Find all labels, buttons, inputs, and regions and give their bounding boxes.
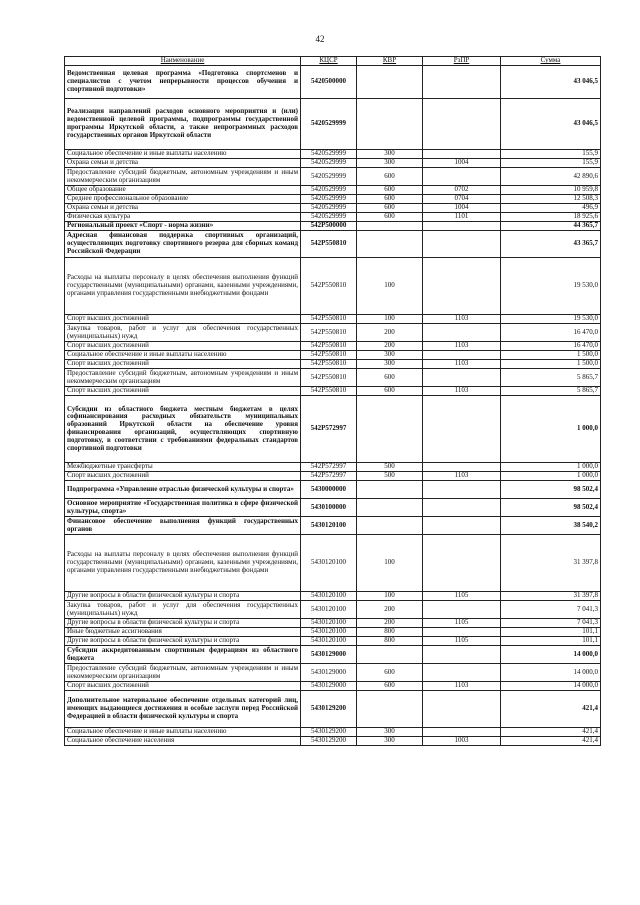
cell-name: Межбюджетные трансферты bbox=[65, 463, 301, 472]
cell-kvr: 600 bbox=[357, 213, 423, 222]
cell-sum: 155,9 bbox=[501, 150, 601, 159]
cell-kcsr: 5430120100 bbox=[301, 535, 357, 592]
table-row bbox=[65, 472, 601, 481]
cell-kcsr: 5430129000 bbox=[301, 664, 357, 682]
cell-rzpr: 1103 bbox=[423, 387, 501, 396]
cell-kvr: 200 bbox=[357, 342, 423, 351]
cell-name: Региональный проект «Спорт - норма жизни» bbox=[65, 222, 301, 231]
budget-table bbox=[64, 56, 601, 746]
cell-sum: 1 500,0 bbox=[501, 351, 601, 360]
cell-kcsr: 5430129200 bbox=[301, 728, 357, 737]
cell-rzpr bbox=[423, 66, 501, 99]
cell-name: Финансовое обеспечение выполнения функций государственных органов bbox=[65, 517, 301, 535]
cell-kvr: 600 bbox=[357, 168, 423, 186]
cell-kvr: 600 bbox=[357, 186, 423, 195]
table-row bbox=[65, 628, 601, 637]
cell-sum: 1 000,0 bbox=[501, 472, 601, 481]
cell-kcsr: 5420529999 bbox=[301, 186, 357, 195]
cell-name: Спорт высших достижений bbox=[65, 682, 301, 691]
header-rzpr: РзПР bbox=[423, 57, 501, 66]
table-row bbox=[65, 369, 601, 387]
cell-sum: 19 530,0 bbox=[501, 315, 601, 324]
cell-kvr: 600 bbox=[357, 204, 423, 213]
cell-kcsr: 542P572997 bbox=[301, 463, 357, 472]
cell-rzpr: 1003 bbox=[423, 737, 501, 746]
cell-sum: 31 397,8 bbox=[501, 592, 601, 601]
cell-kcsr: 5430120100 bbox=[301, 601, 357, 619]
cell-rzpr: 0704 bbox=[423, 195, 501, 204]
cell-name: Другие вопросы в области физической культуры и спорта bbox=[65, 637, 301, 646]
cell-kcsr: 5420529999 bbox=[301, 213, 357, 222]
cell-kvr: 200 bbox=[357, 324, 423, 342]
cell-rzpr bbox=[423, 396, 501, 463]
cell-kvr: 200 bbox=[357, 601, 423, 619]
cell-kvr bbox=[357, 222, 423, 231]
table-row bbox=[65, 387, 601, 396]
table-row bbox=[65, 258, 601, 315]
cell-kcsr: 5430129200 bbox=[301, 691, 357, 728]
cell-sum: 14 000,0 bbox=[501, 664, 601, 682]
header-sum: Сумма bbox=[501, 57, 601, 66]
cell-kvr bbox=[357, 481, 423, 499]
cell-rzpr bbox=[423, 646, 501, 664]
cell-sum: 496,9 bbox=[501, 204, 601, 213]
cell-rzpr bbox=[423, 150, 501, 159]
cell-sum: 101,1 bbox=[501, 637, 601, 646]
cell-rzpr bbox=[423, 728, 501, 737]
cell-rzpr bbox=[423, 535, 501, 592]
cell-sum: 421,4 bbox=[501, 737, 601, 746]
cell-rzpr: 1103 bbox=[423, 342, 501, 351]
table-row bbox=[65, 637, 601, 646]
cell-sum: 1 500,0 bbox=[501, 360, 601, 369]
cell-rzpr bbox=[423, 369, 501, 387]
cell-kvr: 600 bbox=[357, 664, 423, 682]
cell-kvr bbox=[357, 646, 423, 664]
cell-kvr: 800 bbox=[357, 628, 423, 637]
table-row bbox=[65, 535, 601, 592]
cell-sum: 44 365,7 bbox=[501, 222, 601, 231]
header-name: Наименование bbox=[65, 57, 301, 66]
table-row bbox=[65, 186, 601, 195]
cell-sum: 421,4 bbox=[501, 728, 601, 737]
cell-kcsr: 5420529999 bbox=[301, 99, 357, 150]
cell-rzpr bbox=[423, 168, 501, 186]
cell-name: Спорт высших достижений bbox=[65, 342, 301, 351]
table-row bbox=[65, 195, 601, 204]
cell-name: Закупка товаров, работ и услуг для обеспечения государственных (муниципальных) нужд bbox=[65, 324, 301, 342]
cell-name: Подпрограмма «Управление отраслью физической культуры и спорта» bbox=[65, 481, 301, 499]
cell-kvr: 100 bbox=[357, 592, 423, 601]
table-row bbox=[65, 601, 601, 619]
cell-kcsr: 5420529999 bbox=[301, 168, 357, 186]
cell-kvr: 300 bbox=[357, 360, 423, 369]
cell-name: Охрана семьи и детства bbox=[65, 159, 301, 168]
table-row bbox=[65, 351, 601, 360]
cell-name: Основное мероприятие «Государственная политика в сфере физической культуры, спорта» bbox=[65, 499, 301, 517]
cell-rzpr bbox=[423, 324, 501, 342]
cell-kcsr: 542P550810 bbox=[301, 324, 357, 342]
cell-kvr: 300 bbox=[357, 737, 423, 746]
table-row bbox=[65, 315, 601, 324]
cell-kcsr: 5420529999 bbox=[301, 204, 357, 213]
cell-name: Спорт высших достижений bbox=[65, 387, 301, 396]
table-row bbox=[65, 222, 601, 231]
cell-sum: 38 540,2 bbox=[501, 517, 601, 535]
cell-kcsr: 5430120100 bbox=[301, 517, 357, 535]
cell-kcsr: 542P550810 bbox=[301, 342, 357, 351]
cell-kcsr: 5420529999 bbox=[301, 195, 357, 204]
cell-kcsr: 5430120100 bbox=[301, 637, 357, 646]
cell-kcsr: 542P500000 bbox=[301, 222, 357, 231]
cell-name: Субсидии из областного бюджета местным бюджетам в целях софинансирования расходных обязательств муниципальных образований Иркутской области на обеспечение уровня финансирования организаций, осуществляющих спортивную подготовку, в соответствии с требованиями федеральных стандартов спортивной подготовки bbox=[65, 396, 301, 463]
cell-rzpr: 1103 bbox=[423, 472, 501, 481]
cell-kvr: 600 bbox=[357, 682, 423, 691]
cell-kvr: 600 bbox=[357, 195, 423, 204]
cell-name: Другие вопросы в области физической культуры и спорта bbox=[65, 619, 301, 628]
table-row bbox=[65, 728, 601, 737]
cell-name: Общее образование bbox=[65, 186, 301, 195]
cell-name: Реализация направлений расходов основного мероприятия и (или) ведомственной целевой программы, подпрограммы государственной программы Иркутской области, а также непрограммных расходов государственных органов Иркутской области bbox=[65, 99, 301, 150]
cell-name: Социальное обеспечение и иные выплаты населению bbox=[65, 351, 301, 360]
cell-rzpr bbox=[423, 601, 501, 619]
cell-rzpr bbox=[423, 222, 501, 231]
cell-rzpr bbox=[423, 628, 501, 637]
table-row bbox=[65, 664, 601, 682]
cell-name: Предоставление субсидий бюджетным, автономным учреждениям и иным некоммерческим организациям bbox=[65, 664, 301, 682]
table-row bbox=[65, 646, 601, 664]
cell-rzpr: 1103 bbox=[423, 315, 501, 324]
cell-kvr bbox=[357, 499, 423, 517]
cell-name: Иные бюджетные ассигнования bbox=[65, 628, 301, 637]
cell-name: Дополнительное материальное обеспечение отдельных категорий лиц, имеющих выдающиеся достижения и особые заслуги перед Российской Федерацией в области физической культуры и спорта bbox=[65, 691, 301, 728]
cell-rzpr bbox=[423, 99, 501, 150]
cell-rzpr: 1103 bbox=[423, 360, 501, 369]
cell-kvr bbox=[357, 99, 423, 150]
cell-kcsr: 5420500000 bbox=[301, 66, 357, 99]
table-row bbox=[65, 204, 601, 213]
cell-rzpr bbox=[423, 499, 501, 517]
cell-kcsr: 542P550810 bbox=[301, 231, 357, 258]
cell-kcsr: 542P550810 bbox=[301, 369, 357, 387]
table-row bbox=[65, 342, 601, 351]
cell-sum: 5 865,7 bbox=[501, 387, 601, 396]
cell-name: Спорт высших достижений bbox=[65, 315, 301, 324]
table-row bbox=[65, 159, 601, 168]
cell-rzpr bbox=[423, 517, 501, 535]
cell-name: Другие вопросы в области физической культуры и спорта bbox=[65, 592, 301, 601]
cell-sum: 155,9 bbox=[501, 159, 601, 168]
cell-sum: 42 890,6 bbox=[501, 168, 601, 186]
cell-sum: 19 530,0 bbox=[501, 258, 601, 315]
cell-sum: 1 000,0 bbox=[501, 463, 601, 472]
cell-name: Расходы на выплаты персоналу в целях обеспечения выполнения функций государственными (муниципальными) органами, казенными учреждениями, органами управления государственными внебюджетными фондами bbox=[65, 535, 301, 592]
cell-kcsr: 542P550810 bbox=[301, 351, 357, 360]
cell-rzpr bbox=[423, 691, 501, 728]
cell-kvr bbox=[357, 66, 423, 99]
cell-sum: 31 397,8 bbox=[501, 535, 601, 592]
cell-kvr: 100 bbox=[357, 258, 423, 315]
table-row bbox=[65, 99, 601, 150]
cell-sum: 43 046,5 bbox=[501, 66, 601, 99]
cell-rzpr bbox=[423, 231, 501, 258]
cell-name: Расходы на выплаты персоналу в целях обеспечения выполнения функций государственными (муниципальными) органами, казенными учреждениями, органами управления государственными внебюджетными фондами bbox=[65, 258, 301, 315]
header-kvr: КВР bbox=[357, 57, 423, 66]
cell-rzpr: 1103 bbox=[423, 682, 501, 691]
table-row bbox=[65, 691, 601, 728]
cell-name: Спорт высших достижений bbox=[65, 472, 301, 481]
cell-name: Среднее профессиональное образование bbox=[65, 195, 301, 204]
cell-name: Социальное обеспечение и иные выплаты населению bbox=[65, 150, 301, 159]
cell-kcsr: 542P550810 bbox=[301, 360, 357, 369]
cell-rzpr: 1105 bbox=[423, 637, 501, 646]
cell-name: Субсидии аккредитованным спортивным федерациям из областного бюджета bbox=[65, 646, 301, 664]
cell-sum: 43 365,7 bbox=[501, 231, 601, 258]
cell-sum: 43 046,5 bbox=[501, 99, 601, 150]
cell-name: Предоставление субсидий бюджетным, автономным учреждениям и иным некоммерческим организациям bbox=[65, 168, 301, 186]
cell-rzpr: 1101 bbox=[423, 213, 501, 222]
cell-sum: 1 000,0 bbox=[501, 396, 601, 463]
cell-kvr: 100 bbox=[357, 535, 423, 592]
cell-sum: 101,1 bbox=[501, 628, 601, 637]
cell-name: Закупка товаров, работ и услуг для обеспечения государственных (муниципальных) нужд bbox=[65, 601, 301, 619]
cell-kvr: 300 bbox=[357, 159, 423, 168]
cell-kcsr: 542P550810 bbox=[301, 315, 357, 324]
table-row bbox=[65, 619, 601, 628]
cell-rzpr: 0702 bbox=[423, 186, 501, 195]
cell-kvr: 200 bbox=[357, 619, 423, 628]
cell-name: Предоставление субсидий бюджетным, автономным учреждениям и иным некоммерческим организациям bbox=[65, 369, 301, 387]
table-row bbox=[65, 231, 601, 258]
table-row bbox=[65, 481, 601, 499]
cell-name: Социальное обеспечение и иные выплаты населению bbox=[65, 728, 301, 737]
cell-kcsr: 5430120100 bbox=[301, 619, 357, 628]
cell-kcsr: 5430120100 bbox=[301, 592, 357, 601]
cell-kvr: 100 bbox=[357, 315, 423, 324]
cell-sum: 98 502,4 bbox=[501, 481, 601, 499]
table-row bbox=[65, 66, 601, 99]
cell-kvr: 300 bbox=[357, 150, 423, 159]
cell-kvr bbox=[357, 517, 423, 535]
table-row bbox=[65, 150, 601, 159]
page-number: 42 bbox=[315, 34, 325, 44]
table-row bbox=[65, 682, 601, 691]
cell-name: Социальное обеспечение населения bbox=[65, 737, 301, 746]
cell-sum: 98 502,4 bbox=[501, 499, 601, 517]
cell-kvr: 500 bbox=[357, 463, 423, 472]
cell-sum: 7 041,3 bbox=[501, 601, 601, 619]
cell-sum: 14 000,0 bbox=[501, 646, 601, 664]
cell-sum: 16 470,0 bbox=[501, 324, 601, 342]
cell-kcsr: 5420529999 bbox=[301, 159, 357, 168]
cell-kcsr: 5430129000 bbox=[301, 646, 357, 664]
cell-kvr bbox=[357, 231, 423, 258]
table-row bbox=[65, 168, 601, 186]
table-row bbox=[65, 463, 601, 472]
table-row bbox=[65, 592, 601, 601]
cell-kcsr: 5430120100 bbox=[301, 628, 357, 637]
cell-kcsr: 5430129200 bbox=[301, 737, 357, 746]
cell-sum: 5 865,7 bbox=[501, 369, 601, 387]
cell-kvr: 500 bbox=[357, 472, 423, 481]
cell-rzpr bbox=[423, 463, 501, 472]
cell-kvr: 300 bbox=[357, 351, 423, 360]
cell-rzpr: 1105 bbox=[423, 592, 501, 601]
cell-kcsr: 542P572997 bbox=[301, 396, 357, 463]
cell-sum: 16 470,0 bbox=[501, 342, 601, 351]
cell-rzpr: 1004 bbox=[423, 204, 501, 213]
cell-rzpr: 1105 bbox=[423, 619, 501, 628]
cell-kvr: 600 bbox=[357, 387, 423, 396]
cell-name: Адресная финансовая поддержка спортивных организаций, осуществляющих подготовку спортивного резерва для сборных команд Российской Федерации bbox=[65, 231, 301, 258]
cell-sum: 18 925,6 bbox=[501, 213, 601, 222]
cell-rzpr bbox=[423, 664, 501, 682]
cell-rzpr bbox=[423, 258, 501, 315]
cell-rzpr: 1004 bbox=[423, 159, 501, 168]
cell-name: Физическая культура bbox=[65, 213, 301, 222]
cell-kcsr: 5430100000 bbox=[301, 499, 357, 517]
table-row bbox=[65, 737, 601, 746]
table-row bbox=[65, 213, 601, 222]
cell-kcsr: 542P550810 bbox=[301, 258, 357, 315]
cell-kcsr: 542P550810 bbox=[301, 387, 357, 396]
table-row bbox=[65, 396, 601, 463]
cell-rzpr bbox=[423, 351, 501, 360]
cell-kvr bbox=[357, 691, 423, 728]
cell-kcsr: 5430129000 bbox=[301, 682, 357, 691]
cell-rzpr bbox=[423, 481, 501, 499]
cell-kvr: 600 bbox=[357, 369, 423, 387]
cell-name: Спорт высших достижений bbox=[65, 360, 301, 369]
cell-sum: 12 508,3 bbox=[501, 195, 601, 204]
cell-sum: 14 000,0 bbox=[501, 682, 601, 691]
table-header-row bbox=[65, 57, 601, 66]
table-body bbox=[65, 66, 601, 746]
cell-kcsr: 5430000000 bbox=[301, 481, 357, 499]
table-row bbox=[65, 324, 601, 342]
cell-kcsr: 542P572997 bbox=[301, 472, 357, 481]
cell-name: Охрана семьи и детства bbox=[65, 204, 301, 213]
cell-sum: 421,4 bbox=[501, 691, 601, 728]
table-row bbox=[65, 517, 601, 535]
cell-kcsr: 5420529999 bbox=[301, 150, 357, 159]
cell-sum: 7 041,3 bbox=[501, 619, 601, 628]
header-kcsr: КЦСР bbox=[301, 57, 357, 66]
cell-kvr bbox=[357, 396, 423, 463]
cell-kvr: 300 bbox=[357, 728, 423, 737]
cell-kvr: 800 bbox=[357, 637, 423, 646]
cell-name: Ведомственная целевая программа «Подготовка спортсменов и специалистов с учетом непрерывности процессов обучения и спортивной подготовки» bbox=[65, 66, 301, 99]
cell-sum: 10 959,8 bbox=[501, 186, 601, 195]
table-row bbox=[65, 499, 601, 517]
table-row bbox=[65, 360, 601, 369]
